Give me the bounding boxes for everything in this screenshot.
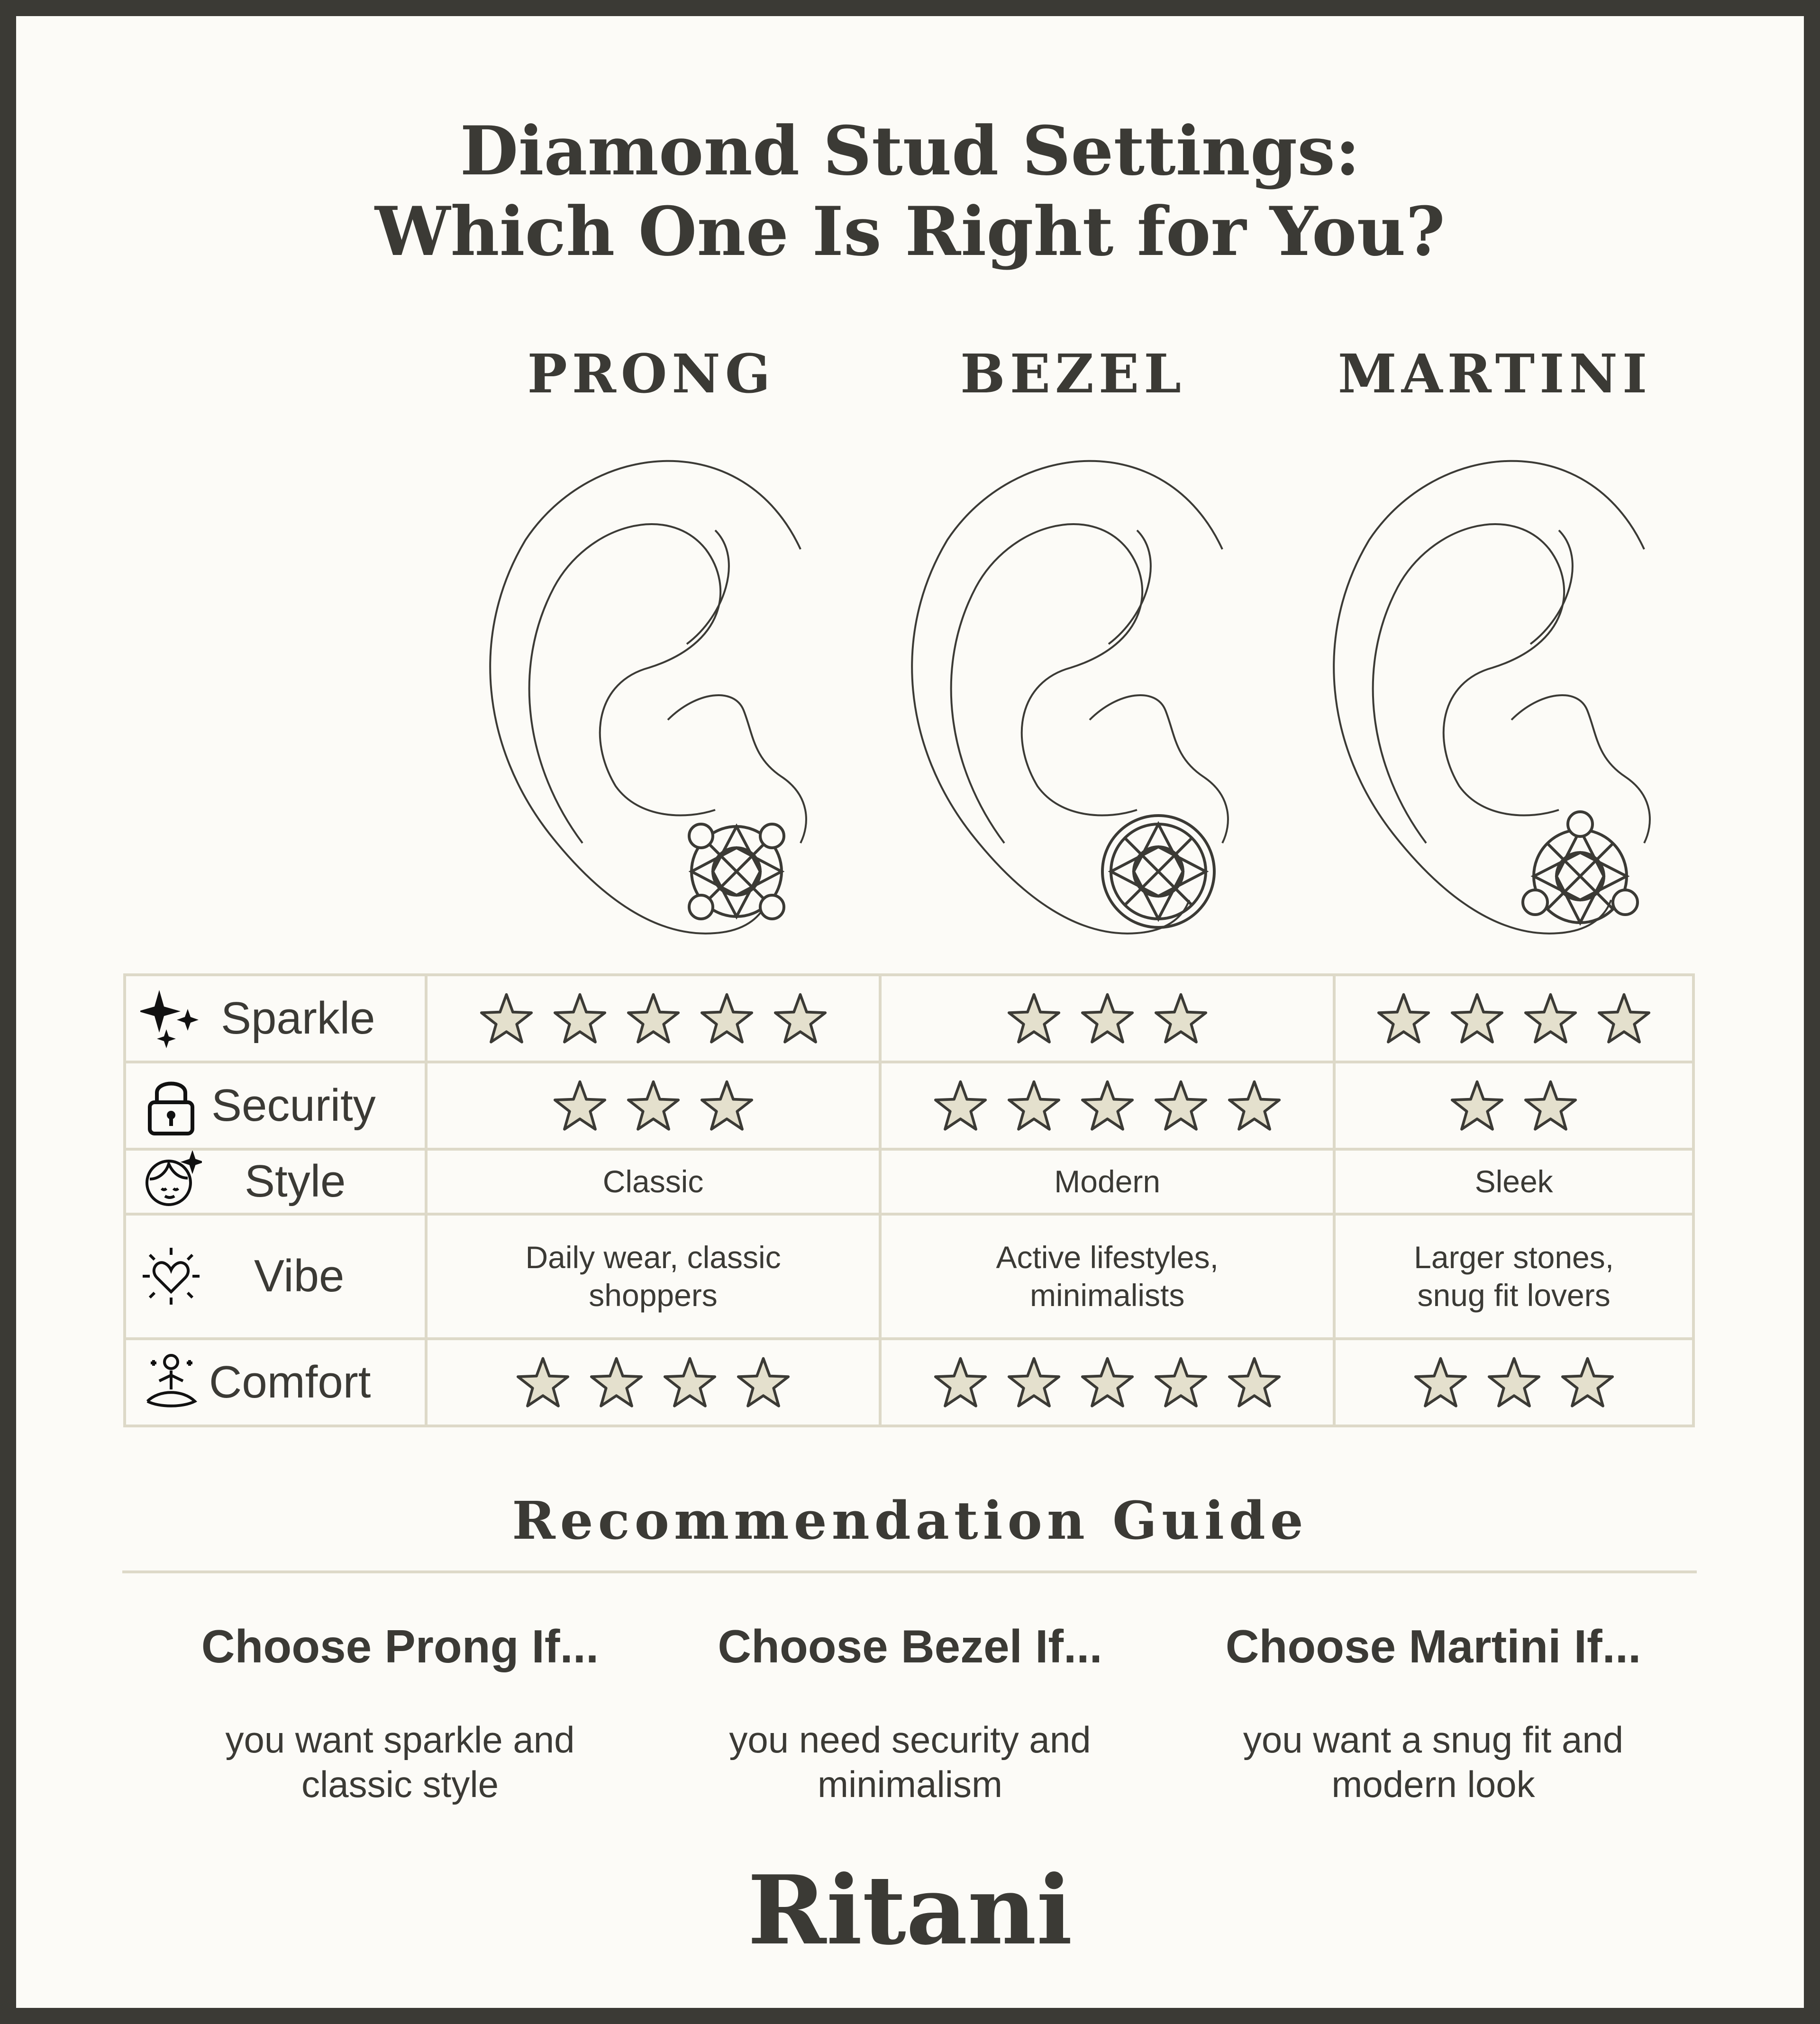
recommendation-prong (163, 1618, 637, 1806)
star-rating (882, 1080, 1333, 1132)
row-label-sparkle (125, 975, 426, 1062)
comfort-martini-stars (1334, 1339, 1693, 1426)
vibe-martini-value: Larger stones, snug fit lovers (1334, 1214, 1693, 1339)
title-line-2: Which One Is Right for You? (374, 192, 1446, 271)
row-label-text: Comfort (209, 1356, 371, 1407)
recommendation-text: you want sparkle and classic style (225, 1719, 575, 1805)
star-icon (700, 1080, 754, 1132)
title-line-1: Diamond Stud Settings: (460, 112, 1360, 191)
star-icon (1487, 1356, 1541, 1408)
sparkle-bezel-stars (880, 975, 1334, 1062)
star-icon (933, 1080, 988, 1132)
recommendation-heading: Choose Martini If... (1225, 1620, 1641, 1672)
security-martini-stars (1334, 1062, 1693, 1149)
recommendation-guide-title: Recommendation Guide (512, 1490, 1308, 1551)
star-rating (1336, 992, 1692, 1044)
row-label-text: Vibe (254, 1251, 345, 1302)
star-icon (1080, 992, 1135, 1044)
sparkle-prong-stars (426, 975, 880, 1062)
vibe-bezel-value: Active lifestyles, minimalists (880, 1214, 1334, 1339)
star-icon (1227, 1356, 1282, 1408)
star-icon (1154, 1080, 1208, 1132)
star-icon (1523, 1080, 1578, 1132)
security-bezel-stars (880, 1062, 1334, 1149)
star-rating (428, 1356, 879, 1408)
star-icon (1597, 992, 1651, 1044)
recommendation-heading: Choose Bezel If... (718, 1620, 1102, 1672)
ear-prong-icon (478, 445, 867, 957)
column-header-prong: PRONG (527, 343, 775, 405)
star-icon (700, 992, 754, 1044)
face-icon (140, 1151, 202, 1212)
star-icon (663, 1356, 717, 1408)
star-rating (428, 1080, 879, 1132)
star-icon (1080, 1080, 1135, 1132)
ear-bezel-illustration (900, 445, 1289, 957)
ear-martini-icon (1322, 445, 1711, 957)
star-icon (1450, 992, 1504, 1044)
row-label-text: Security (211, 1080, 376, 1131)
row-label-text: Style (245, 1156, 346, 1207)
page-title (16, 111, 1804, 272)
star-icon (516, 1356, 570, 1408)
row-label-style (125, 1149, 426, 1214)
star-icon (1227, 1080, 1282, 1132)
star-icon (1413, 1356, 1468, 1408)
ritani-logo: Ritani (747, 1855, 1073, 1966)
style-bezel-value: Modern (880, 1149, 1334, 1214)
star-icon (1154, 1356, 1208, 1408)
guide-divider (122, 1570, 1697, 1573)
vibe-prong-value: Daily wear, classic shoppers (426, 1214, 880, 1339)
star-icon (1523, 992, 1578, 1044)
table-row-vibe (125, 1214, 1693, 1339)
star-icon (773, 992, 828, 1044)
infographic (16, 16, 1804, 2008)
ear-prong-illustration (478, 445, 867, 957)
comparison-table (123, 973, 1695, 1427)
sparkle-icon (140, 988, 202, 1049)
star-rating (882, 1356, 1333, 1408)
star-icon (553, 992, 607, 1044)
style-martini-value: Sleek (1334, 1149, 1693, 1214)
star-rating (882, 992, 1333, 1044)
star-icon (626, 992, 681, 1044)
row-label-security (125, 1062, 426, 1149)
star-icon (479, 992, 534, 1044)
recommendation-martini (1196, 1618, 1670, 1806)
column-header-bezel: BEZEL (960, 343, 1186, 405)
row-label-comfort (125, 1339, 426, 1426)
row-label-text: Sparkle (221, 993, 375, 1044)
star-icon (933, 1356, 988, 1408)
recommendation-text: you need security and minimalism (729, 1719, 1091, 1805)
star-icon (1560, 1356, 1615, 1408)
star-icon (553, 1080, 607, 1132)
column-header-martini: MARTINI (1338, 343, 1652, 405)
star-icon (1007, 1356, 1061, 1408)
star-rating (428, 992, 879, 1044)
star-rating (1336, 1080, 1692, 1132)
recommendation-heading: Choose Prong If... (201, 1620, 599, 1672)
meditation-icon (140, 1352, 202, 1413)
star-rating (1336, 1356, 1692, 1408)
sparkle-martini-stars (1334, 975, 1693, 1062)
table-row-style (125, 1149, 1693, 1214)
star-icon (1154, 992, 1208, 1044)
star-icon (1080, 1356, 1135, 1408)
comfort-bezel-stars (880, 1339, 1334, 1426)
star-icon (736, 1356, 791, 1408)
star-icon (1376, 992, 1431, 1044)
table-row-security (125, 1062, 1693, 1149)
ear-bezel-icon (900, 445, 1289, 957)
ear-martini-illustration (1322, 445, 1711, 957)
lock-icon (140, 1075, 202, 1136)
star-icon (1007, 1080, 1061, 1132)
table-row-comfort (125, 1339, 1693, 1426)
recommendation-bezel (673, 1618, 1147, 1806)
recommendation-text: you want a snug fit and modern look (1243, 1719, 1624, 1805)
style-prong-value: Classic (426, 1149, 880, 1214)
star-icon (589, 1356, 644, 1408)
star-icon (1007, 992, 1061, 1044)
security-prong-stars (426, 1062, 880, 1149)
row-label-vibe (125, 1214, 426, 1339)
table-row-sparkle (125, 975, 1693, 1062)
star-icon (626, 1080, 681, 1132)
heart-icon (140, 1245, 202, 1307)
star-icon (1450, 1080, 1504, 1132)
comfort-prong-stars (426, 1339, 880, 1426)
